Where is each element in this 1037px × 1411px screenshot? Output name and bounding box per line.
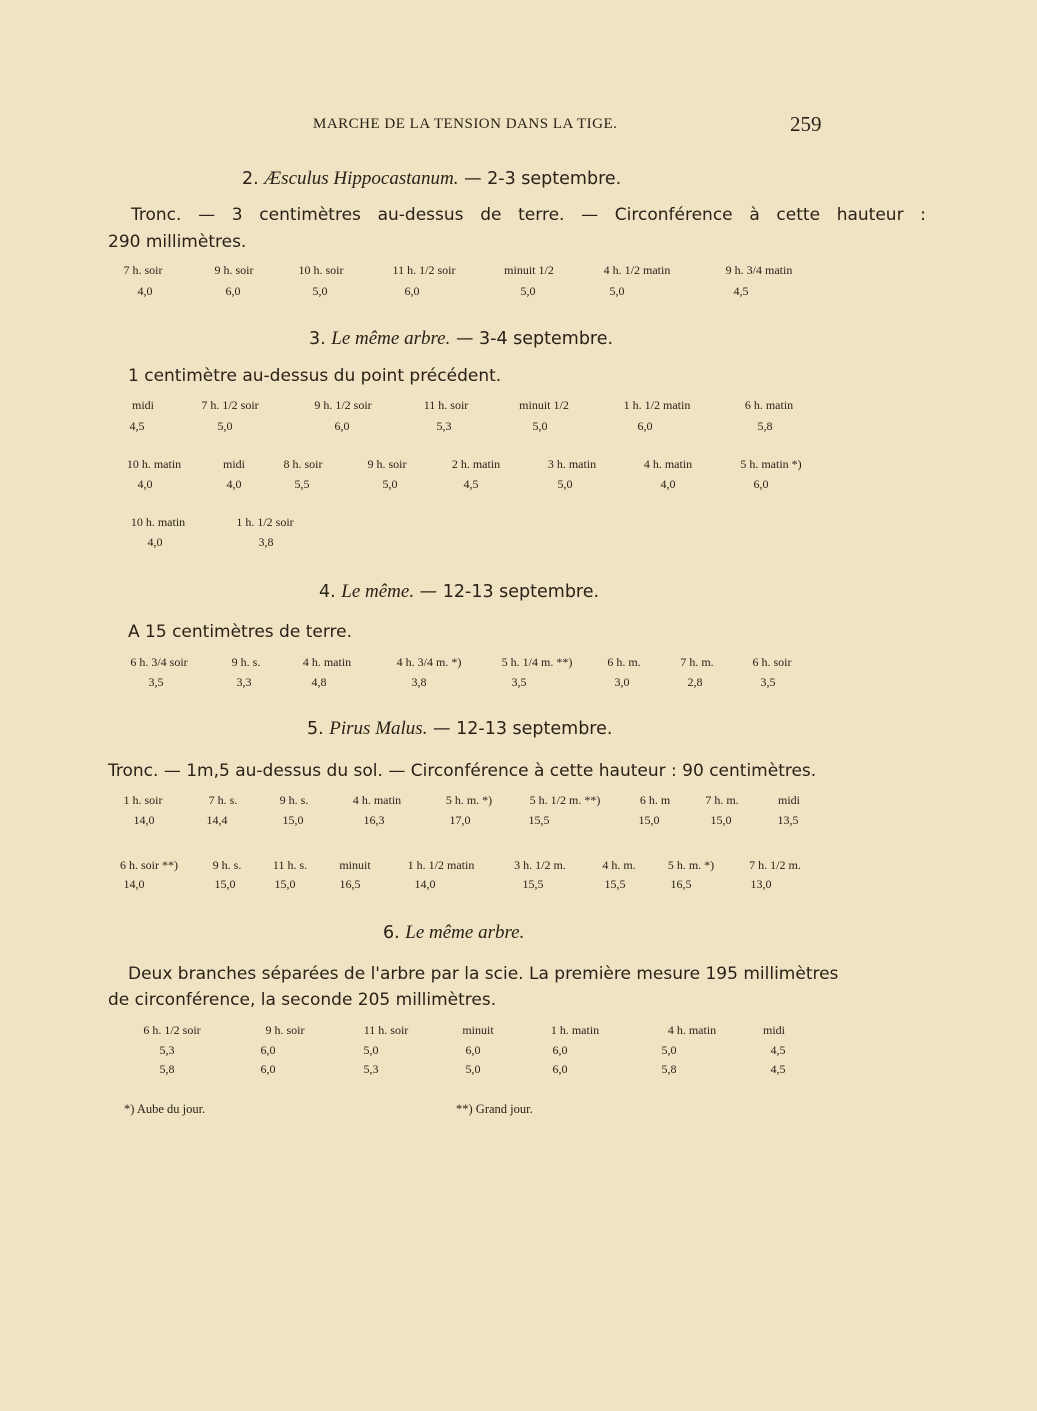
tension-value: 5,3	[159, 1043, 175, 1057]
time-label: midi	[131, 398, 155, 412]
tension-value: 3,5	[760, 675, 776, 689]
time-label: 9 h. s.	[212, 858, 242, 872]
section-heading: 3. Le même arbre. — 3-4 septembre.	[309, 328, 614, 349]
tension-value: 6,0	[260, 1043, 276, 1057]
tension-value: 6,0	[334, 419, 350, 433]
time-label: 4 h. matin	[352, 793, 402, 807]
tension-value: 6,0	[753, 477, 769, 491]
time-label: 9 h. soir	[367, 457, 407, 471]
running-title: MARCHE DE LA TENSION DANS LA TIGE.	[313, 116, 618, 132]
tension-value: 15,0	[282, 813, 304, 827]
time-label: 10 h. matin	[126, 457, 182, 471]
tension-value: 3,8	[411, 675, 427, 689]
time-label: 10 h. soir	[298, 263, 344, 277]
tension-value: 4,5	[770, 1043, 786, 1057]
time-label: 6 h. 3/4 soir	[130, 655, 188, 669]
tension-value: 13,5	[777, 813, 799, 827]
time-label: 7 h. m.	[705, 793, 739, 807]
time-label: 1 h. soir	[123, 793, 163, 807]
time-label: 8 h. soir	[283, 457, 323, 471]
paragraph-line: A 15 centimètres de terre.	[128, 622, 353, 642]
tension-value: 3,3	[236, 675, 252, 689]
time-label: 5 h. m. *)	[445, 793, 493, 807]
tension-value: 3,0	[614, 675, 630, 689]
time-label: 2 h. matin	[451, 457, 501, 471]
tension-value: 5,0	[363, 1043, 379, 1057]
tension-value: 4,0	[226, 477, 242, 491]
time-label: 11 h. soir	[423, 398, 469, 412]
footnote: *) Aube du jour.	[124, 1102, 206, 1116]
time-label: 6 h. m	[639, 793, 671, 807]
time-label: 6 h. 1/2 soir	[143, 1023, 201, 1037]
tension-value: 5,3	[363, 1062, 379, 1076]
time-label: 4 h. matin	[302, 655, 352, 669]
time-label: midi	[777, 793, 801, 807]
time-label: 7 h. 1/2 m.	[749, 858, 801, 872]
time-label: 4 h. matin	[643, 457, 693, 471]
tension-value: 5,0	[609, 284, 625, 298]
time-label: minuit 1/2	[504, 263, 554, 277]
tension-value: 6,0	[552, 1043, 568, 1057]
tension-value: 16,5	[670, 877, 692, 891]
time-label: 5 h. 1/4 m. **)	[501, 655, 573, 669]
tension-value: 5,0	[661, 1043, 677, 1057]
time-label: 3 h. matin	[547, 457, 597, 471]
time-label: 11 h. 1/2 soir	[392, 263, 456, 277]
tension-value: 6,0	[404, 284, 420, 298]
tension-value: 13,0	[750, 877, 772, 891]
tension-value: 17,0	[449, 813, 471, 827]
tension-value: 16,5	[339, 877, 361, 891]
tension-value: 4,5	[770, 1062, 786, 1076]
time-label: 10 h. matin	[130, 515, 186, 529]
time-label: 9 h. 1/2 soir	[314, 398, 372, 412]
tension-value: 5,5	[294, 477, 310, 491]
time-label: 11 h. soir	[363, 1023, 409, 1037]
time-label: 7 h. soir	[123, 263, 163, 277]
tension-value: 5,3	[436, 419, 452, 433]
time-label: 1 h. 1/2 soir	[236, 515, 294, 529]
time-label: 5 h. m. *)	[667, 858, 715, 872]
tension-value: 4,5	[129, 419, 145, 433]
tension-value: 15,5	[604, 877, 626, 891]
footnote: **) Grand jour.	[456, 1102, 533, 1116]
time-label: 4 h. m.	[602, 858, 636, 872]
tension-value: 5,0	[532, 419, 548, 433]
time-label: 9 h. soir	[214, 263, 254, 277]
tension-value: 16,3	[363, 813, 385, 827]
time-label: 7 h. 1/2 soir	[201, 398, 259, 412]
tension-value: 15,0	[274, 877, 296, 891]
tension-value: 5,0	[465, 1062, 481, 1076]
time-label: minuit	[339, 858, 371, 872]
tension-value: 4,8	[311, 675, 327, 689]
paragraph-line: 290 millimètres.	[108, 232, 247, 252]
section-heading: 4. Le même. — 12-13 septembre.	[319, 581, 600, 602]
paragraph-line: Deux branches séparées de l'arbre par la scie. La première mesure 195 millimètres	[128, 964, 839, 984]
time-label: 6 h. matin	[744, 398, 794, 412]
tension-value: 2,8	[687, 675, 703, 689]
time-label: 9 h. soir	[265, 1023, 305, 1037]
tension-value: 5,8	[159, 1062, 175, 1076]
time-label: 3 h. 1/2 m.	[514, 858, 566, 872]
time-label: 1 h. 1/2 matin	[407, 858, 475, 872]
time-label: 1 h. matin	[550, 1023, 600, 1037]
tension-value: 15,5	[528, 813, 550, 827]
time-label: 6 h. soir **)	[120, 858, 178, 872]
tension-value: 14,0	[133, 813, 155, 827]
time-label: 9 h. 3/4 matin	[725, 263, 793, 277]
time-label: midi	[762, 1023, 786, 1037]
time-label: 5 h. 1/2 m. **)	[529, 793, 601, 807]
tension-value: 15,0	[710, 813, 732, 827]
tension-value: 5,8	[661, 1062, 677, 1076]
tension-value: 5,0	[520, 284, 536, 298]
paragraph-line: Tronc. — 3 centimètres au-dessus de terre. — Circonférence à cette hauteur :	[131, 205, 926, 225]
tension-value: 5,0	[557, 477, 573, 491]
tension-value: 6,0	[225, 284, 241, 298]
paragraph-line: 1 centimètre au-dessus du point précédent.	[128, 366, 502, 386]
time-label: 4 h. matin	[667, 1023, 717, 1037]
tension-value: 5,0	[217, 419, 233, 433]
time-label: 11 h. s.	[272, 858, 308, 872]
paragraph-line: de circonférence, la seconde 205 millimètres.	[108, 990, 497, 1010]
time-label: 7 h. s.	[208, 793, 238, 807]
tension-value: 4,5	[733, 284, 749, 298]
tension-value: 14,4	[206, 813, 228, 827]
section-heading: 2. Æsculus Hippocastanum. — 2-3 septembre.	[242, 168, 622, 189]
tension-value: 6,0	[637, 419, 653, 433]
time-label: midi	[222, 457, 246, 471]
section-heading: 6. Le même arbre.	[383, 922, 525, 943]
tension-value: 15,5	[522, 877, 544, 891]
tension-value: 4,0	[660, 477, 676, 491]
time-label: 6 h. soir	[752, 655, 792, 669]
tension-value: 15,0	[638, 813, 660, 827]
tension-value: 4,0	[137, 284, 153, 298]
tension-value: 14,0	[414, 877, 436, 891]
time-label: 9 h. s.	[279, 793, 309, 807]
time-label: minuit	[462, 1023, 494, 1037]
time-label: 7 h. m.	[680, 655, 714, 669]
tension-value: 6,0	[465, 1043, 481, 1057]
paragraph-line: Tronc. — 1m,5 au-dessus du sol. — Circonférence à cette hauteur : 90 centimètres.	[108, 761, 817, 781]
tension-value: 4,5	[463, 477, 479, 491]
time-label: 9 h. s.	[231, 655, 261, 669]
time-label: 4 h. 1/2 matin	[603, 263, 671, 277]
tension-value: 6,0	[552, 1062, 568, 1076]
section-heading: 5. Pirus Malus. — 12-13 septembre.	[307, 718, 613, 739]
tension-value: 3,5	[511, 675, 527, 689]
tension-value: 6,0	[260, 1062, 276, 1076]
time-label: 6 h. m.	[607, 655, 641, 669]
time-label: 1 h. 1/2 matin	[623, 398, 691, 412]
time-label: minuit 1/2	[519, 398, 569, 412]
tension-value: 3,5	[148, 675, 164, 689]
time-label: 5 h. matin *)	[740, 457, 802, 471]
tension-value: 4,0	[137, 477, 153, 491]
tension-value: 5,0	[382, 477, 398, 491]
tension-value: 14,0	[123, 877, 145, 891]
tension-value: 15,0	[214, 877, 236, 891]
tension-value: 5,8	[757, 419, 773, 433]
time-label: 4 h. 3/4 m. *)	[396, 655, 462, 669]
tension-value: 4,0	[147, 535, 163, 549]
page-number: 259	[790, 112, 822, 136]
tension-value: 5,0	[312, 284, 328, 298]
tension-value: 3,8	[258, 535, 274, 549]
